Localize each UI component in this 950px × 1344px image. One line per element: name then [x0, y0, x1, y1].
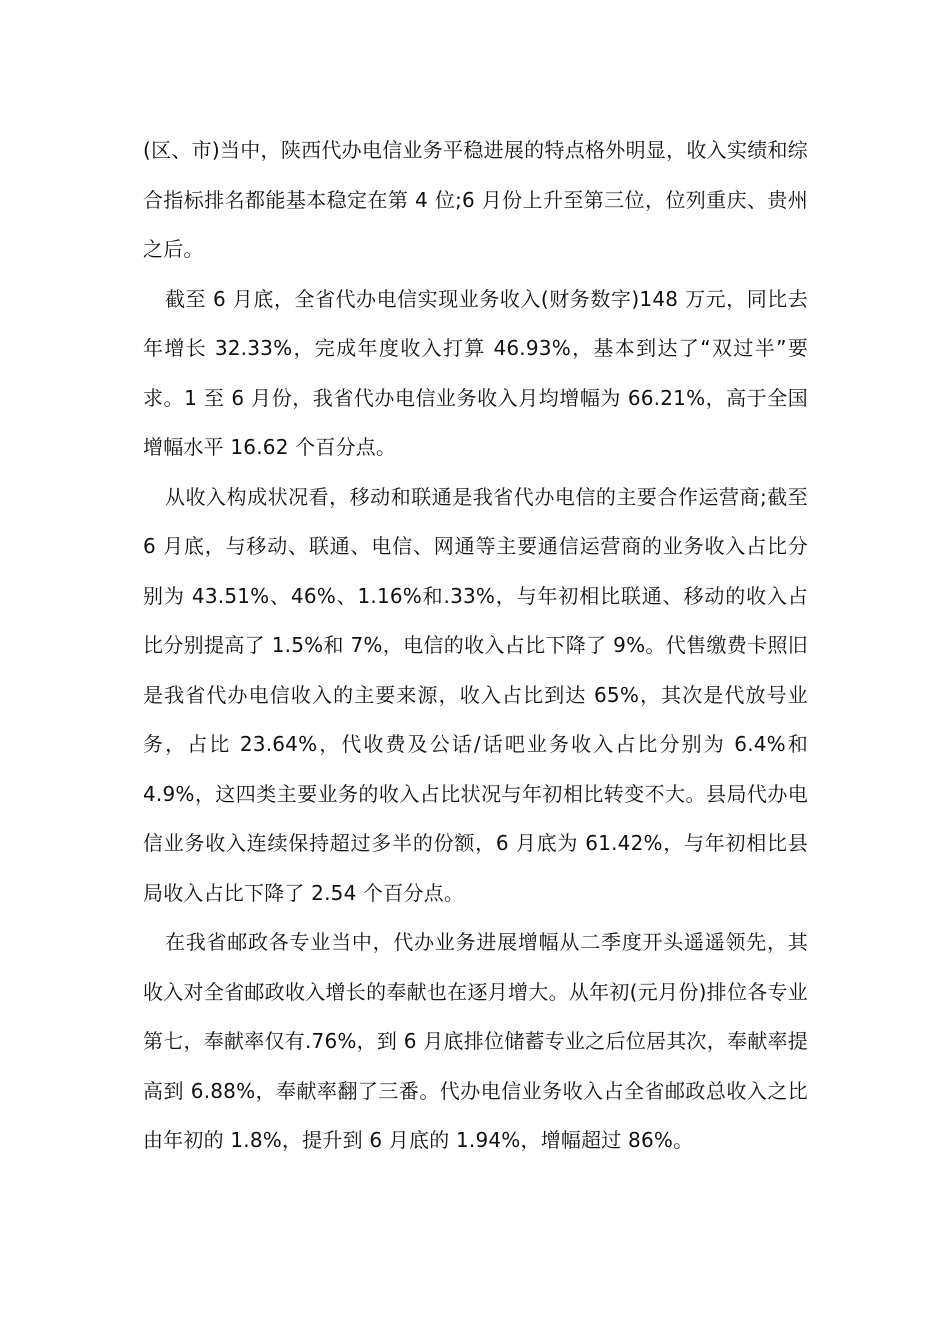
paragraph-3: 从收入构成状况看，移动和联通是我省代办电信的主要合作运营商;截至 6 月底，与移动、联通、电信、网通等主要通信运营商的业务收入占比分别为 43.51%、46%、1.16%和.33%，与年初相比联通、移动的收入占比分别提高了 1.5%和 7%，电信的收入占比下降了 9%。代售缴费卡照旧是我省代办电信收入的主要来源，收入占比到达 65%，其次是代放号业务，占比 23.64%，代收费及公话/话吧业务收入占比分别为 6.4%和 4.9%，这四类主要业务的收入占比状况与年初相比转变不大。县局代办电信业务收入连续保持超过多半的份额，6 月底为 61.42%，与年初相比县局收入占比下降了 2.54 个百分点。 [143, 484, 808, 905]
paragraph-4: 在我省邮政各专业当中，代办业务进展增幅从二季度开头遥遥领先，其收入对全省邮政收入增长的奉献也在逐月增大。从年初(元月份)排位各专业第七，奉献率仅有.76%，到 6 月底排位储蓄专业之后位居其次，奉献率提高到 6.88%，奉献率翻了三番。代办电信业务收入占全省邮政总收入之比由年初的 1.8%，提升到 6 月底的 1.94%，增幅超过 86%。 [143, 930, 808, 1152]
paragraph-2: 截至 6 月底，全省代办电信实现业务收入(财务数字)148 万元，同比去年增长 32.33%，完成年度收入打算 46.93%，基本到达了“双过半”要求。1 至 6 月份，我省代办电信业务收入月均增幅为 66.21%，高于全国增幅水平 16.62 个百分点。 [143, 286, 808, 459]
document-body [143, 126, 808, 1166]
paragraph-1: (区、市)当中，陕西代办电信业务平稳进展的特点格外明显，收入实绩和综合指标排名都能基本稳定在第 4 位;6 月份上升至第三位，位列重庆、贵州之后。 [143, 138, 808, 261]
